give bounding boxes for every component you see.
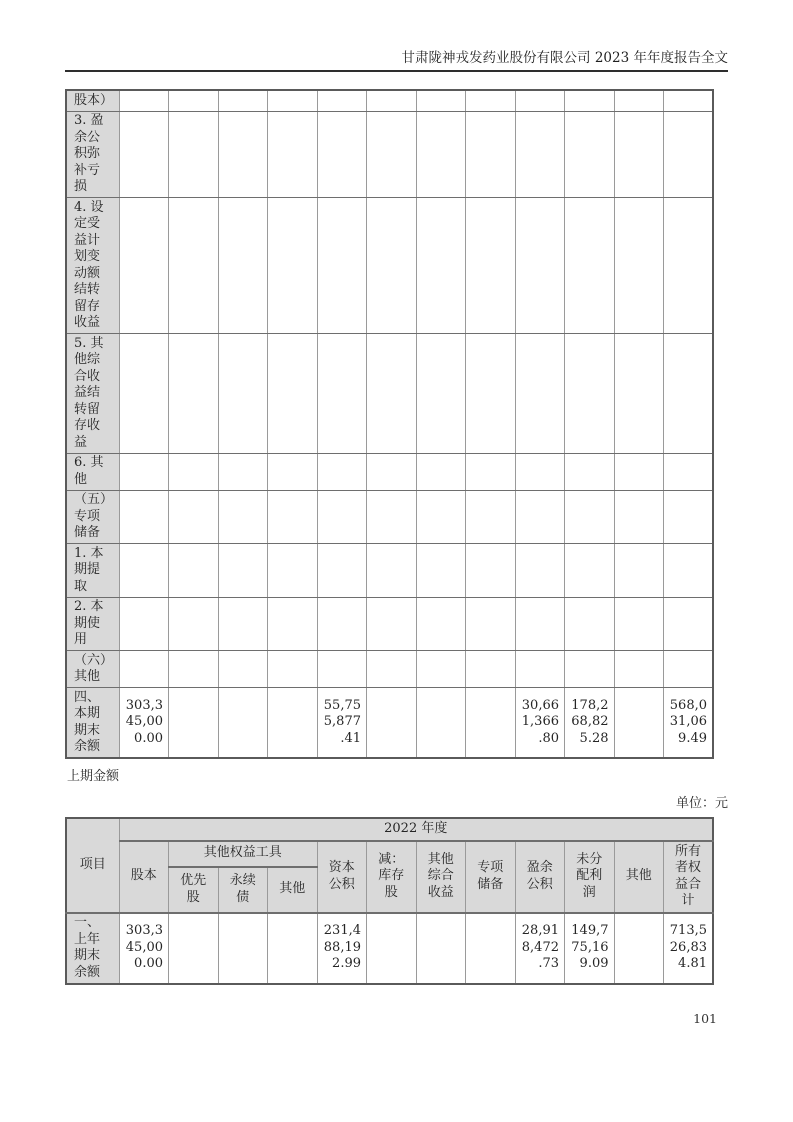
- amount-cell: [416, 453, 466, 490]
- amount-cell: [565, 597, 615, 651]
- amount-cell: [268, 597, 318, 651]
- amount-cell: [268, 334, 318, 454]
- col-header-other-equity-other: 其他: [268, 867, 318, 913]
- amount-cell: [466, 90, 516, 111]
- amount-cell: [317, 651, 367, 688]
- amount-cell: [565, 544, 615, 598]
- row-label: 3. 盈余公积弥补亏损: [66, 111, 119, 198]
- equity-change-table-current-period: [65, 89, 714, 759]
- row-label: 一、上年期末余额: [66, 913, 119, 984]
- row-label: 2. 本期使用: [66, 597, 119, 651]
- col-header-preferred-stock: 优先股: [169, 867, 219, 913]
- amount-cell: 149,775,169.09: [565, 913, 615, 984]
- amount-cell: [466, 597, 516, 651]
- amount-cell: [466, 198, 516, 334]
- amount-cell: [169, 334, 219, 454]
- amount-cell: 178,268,825.28: [565, 688, 615, 759]
- amount-cell: [119, 544, 169, 598]
- row-label: 4. 设定受益计划变动额结转留存收益: [66, 198, 119, 334]
- amount-cell: [317, 544, 367, 598]
- amount-cell: [614, 334, 664, 454]
- amount-cell: [664, 334, 714, 454]
- amount-cell: [416, 688, 466, 759]
- amount-cell: 28,918,472.73: [515, 913, 565, 984]
- amount-cell: [119, 453, 169, 490]
- amount-cell: [614, 651, 664, 688]
- amount-cell: [416, 334, 466, 454]
- amount-cell: [565, 90, 615, 111]
- amount-cell: [515, 490, 565, 544]
- amount-cell: [169, 490, 219, 544]
- amount-cell: [466, 651, 516, 688]
- col-header-undistributed-profit: 未分配利润: [565, 841, 615, 913]
- amount-cell: 30,661,366.80: [515, 688, 565, 759]
- amount-cell: [466, 688, 516, 759]
- amount-cell: 231,488,192.99: [317, 913, 367, 984]
- amount-cell: 303,345,000.00: [119, 913, 169, 984]
- amount-cell: [218, 90, 268, 111]
- amount-cell: 713,526,834.81: [664, 913, 714, 984]
- header-row-groups: [66, 841, 713, 867]
- amount-cell: [466, 111, 516, 198]
- amount-cell: [416, 597, 466, 651]
- row-label: （六）其他: [66, 651, 119, 688]
- amount-cell: [119, 198, 169, 334]
- amount-cell: [367, 913, 417, 984]
- amount-cell: [614, 490, 664, 544]
- amount-cell: [268, 544, 318, 598]
- amount-cell: [664, 111, 714, 198]
- amount-cell: [565, 651, 615, 688]
- amount-cell: [119, 90, 169, 111]
- amount-cell: [664, 453, 714, 490]
- amount-cell: [169, 90, 219, 111]
- amount-cell: [565, 111, 615, 198]
- amount-cell: [119, 111, 169, 198]
- amount-cell: [466, 453, 516, 490]
- col-header-total-owners-equity: 所有者权益合计: [664, 841, 714, 913]
- amount-cell: [119, 597, 169, 651]
- table-row: [66, 90, 713, 111]
- table-row: [66, 111, 713, 198]
- amount-cell: [317, 111, 367, 198]
- amount-cell: [515, 544, 565, 598]
- table-row: [66, 453, 713, 490]
- amount-cell: [317, 490, 367, 544]
- amount-cell: [169, 651, 219, 688]
- amount-cell: [515, 198, 565, 334]
- col-header-capital-reserve: 资本公积: [317, 841, 367, 913]
- amount-cell: [565, 334, 615, 454]
- amount-cell: [664, 490, 714, 544]
- amount-cell: [367, 597, 417, 651]
- amount-cell: [416, 490, 466, 544]
- row-label: 1. 本期提取: [66, 544, 119, 598]
- amount-cell: [218, 688, 268, 759]
- amount-cell: [119, 334, 169, 454]
- amount-cell: [317, 453, 367, 490]
- col-header-other: 其他: [614, 841, 664, 913]
- row-label: 6. 其他: [66, 453, 119, 490]
- amount-cell: [515, 597, 565, 651]
- row-label: 四、本期期末余额: [66, 688, 119, 759]
- amount-cell: [367, 688, 417, 759]
- amount-cell: [119, 490, 169, 544]
- amount-cell: [515, 111, 565, 198]
- table-row: [66, 913, 713, 984]
- amount-cell: [169, 688, 219, 759]
- amount-cell: [466, 334, 516, 454]
- amount-cell: [565, 490, 615, 544]
- table-row: [66, 688, 713, 759]
- amount-cell: [268, 490, 318, 544]
- amount-cell: [614, 597, 664, 651]
- amount-cell: 303,345,000.00: [119, 688, 169, 759]
- amount-cell: [416, 651, 466, 688]
- amount-cell: [268, 913, 318, 984]
- amount-cell: [268, 651, 318, 688]
- amount-cell: [169, 913, 219, 984]
- amount-cell: [169, 544, 219, 598]
- amount-cell: [664, 198, 714, 334]
- col-header-special-reserve: 专项储备: [466, 841, 516, 913]
- amount-cell: [565, 453, 615, 490]
- col-header-perpetual-bond: 永续债: [218, 867, 268, 913]
- header-divider-line: [65, 70, 728, 72]
- amount-cell: [614, 90, 664, 111]
- amount-cell: [218, 651, 268, 688]
- amount-cell: [317, 198, 367, 334]
- amount-cell: [367, 651, 417, 688]
- col-header-surplus-reserve: 盈余公积: [515, 841, 565, 913]
- table-row: [66, 198, 713, 334]
- page-number: 101: [693, 1010, 717, 1026]
- col-header-share-capital: 股本: [119, 841, 169, 913]
- equity-table-prior-period: [65, 817, 714, 985]
- amount-cell: [268, 90, 318, 111]
- table-row: [66, 490, 713, 544]
- amount-cell: [614, 198, 664, 334]
- amount-cell: [218, 453, 268, 490]
- amount-cell: [664, 544, 714, 598]
- prior-period-section-label: 上期金额: [67, 769, 120, 784]
- amount-cell: [268, 688, 318, 759]
- table-row: [66, 334, 713, 454]
- row-label: 股本）: [66, 90, 119, 111]
- amount-cell: [664, 651, 714, 688]
- amount-cell: [515, 651, 565, 688]
- amount-cell: [169, 198, 219, 334]
- amount-cell: [614, 913, 664, 984]
- amount-cell: [515, 90, 565, 111]
- col-header-other-comprehensive-income: 其他综合收益: [416, 841, 466, 913]
- amount-cell: [416, 111, 466, 198]
- header-row-period: [66, 818, 713, 841]
- amount-cell: [367, 111, 417, 198]
- amount-cell: [614, 688, 664, 759]
- col-header-other-equity-instruments: 其他权益工具: [169, 841, 318, 867]
- amount-cell: [119, 651, 169, 688]
- amount-cell: [169, 111, 219, 198]
- amount-cell: [317, 90, 367, 111]
- amount-cell: [367, 453, 417, 490]
- amount-cell: [317, 334, 367, 454]
- amount-cell: [614, 453, 664, 490]
- amount-cell: [218, 111, 268, 198]
- amount-cell: [466, 913, 516, 984]
- amount-cell: [268, 111, 318, 198]
- amount-cell: [367, 544, 417, 598]
- col-header-item: 项目: [66, 818, 119, 913]
- amount-cell: [169, 453, 219, 490]
- col-header-less-treasury-stock: 减：库存股: [367, 841, 417, 913]
- amount-cell: [268, 453, 318, 490]
- amount-cell: [169, 597, 219, 651]
- amount-cell: [664, 90, 714, 111]
- table-row: [66, 544, 713, 598]
- col-header-year-2022: 2022 年度: [119, 818, 713, 841]
- amount-cell: [466, 544, 516, 598]
- table-row: [66, 597, 713, 651]
- amount-cell: [218, 913, 268, 984]
- amount-cell: [515, 453, 565, 490]
- amount-cell: [367, 198, 417, 334]
- amount-cell: [515, 334, 565, 454]
- amount-cell: [317, 597, 367, 651]
- amount-cell: [218, 597, 268, 651]
- row-label: 5. 其他综合收益结转留存收益: [66, 334, 119, 454]
- amount-cell: [218, 334, 268, 454]
- amount-cell: [367, 334, 417, 454]
- amount-cell: [416, 90, 466, 111]
- amount-cell: [614, 111, 664, 198]
- report-header-title: 甘肃陇神戎发药业股份有限公司 2023 年年度报告全文: [401, 50, 728, 66]
- amount-cell: [218, 544, 268, 598]
- amount-cell: [218, 490, 268, 544]
- amount-cell: [664, 597, 714, 651]
- row-label: （五）专项储备: [66, 490, 119, 544]
- table-row: [66, 651, 713, 688]
- amount-cell: [218, 198, 268, 334]
- amount-cell: [416, 913, 466, 984]
- amount-cell: 55,755,877.41: [317, 688, 367, 759]
- amount-cell: [466, 490, 516, 544]
- unit-label: 单位：元: [675, 796, 728, 811]
- amount-cell: [416, 198, 466, 334]
- amount-cell: [268, 198, 318, 334]
- amount-cell: [367, 490, 417, 544]
- amount-cell: 568,031,069.49: [664, 688, 714, 759]
- amount-cell: [614, 544, 664, 598]
- amount-cell: [416, 544, 466, 598]
- amount-cell: [367, 90, 417, 111]
- amount-cell: [565, 198, 615, 334]
